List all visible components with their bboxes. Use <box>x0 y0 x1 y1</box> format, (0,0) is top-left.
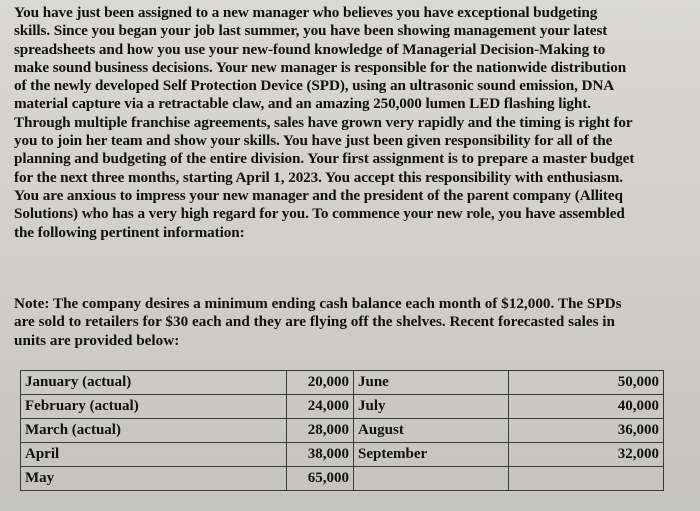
intro-paragraph <box>14 4 694 242</box>
paragraph-line: Through multiple franchise agreements, sales have grown very rapidly and the timing is right for <box>14 113 633 131</box>
paragraph-line: skills. Since you began your job last summer, you have been showing management your latest <box>14 22 608 40</box>
units-cell: 38,000 <box>287 443 354 467</box>
paragraph-line: You have just been assigned to a new manager who believes you have exceptional budgeting <box>14 4 598 21</box>
note-paragraph <box>14 295 694 350</box>
sales-forecast-table <box>20 370 664 491</box>
paragraph-line: make sound business decisions. Your new manager is responsible for the nationwide distribution <box>14 58 627 76</box>
month-cell: February (actual) <box>21 395 287 419</box>
paragraph-line: spreadsheets and how you use your new-found knowledge of Managerial Decision-Making to <box>14 40 606 58</box>
paragraph-line: Solutions) who has a very high regard for you. To commence your new role, you have assembled <box>14 205 625 223</box>
month-cell: July <box>354 395 509 419</box>
table-row <box>21 395 664 419</box>
units-cell: 28,000 <box>287 419 354 443</box>
units-cell: 20,000 <box>287 371 354 395</box>
units-cell: 50,000 <box>509 371 664 395</box>
month-cell: August <box>354 419 509 443</box>
month-cell: May <box>21 467 287 491</box>
paragraph-line: planning and budgeting of the entire division. Your first assignment is to prepare a master budget <box>14 150 635 168</box>
month-cell <box>354 467 509 491</box>
paragraph-line: the following pertinent information: <box>14 223 245 241</box>
note-line: Note: The company desires a minimum ending cash balance each month of $12,000. The SPDs <box>14 295 622 312</box>
units-cell: 24,000 <box>287 395 354 419</box>
units-cell: 32,000 <box>509 443 664 467</box>
month-cell: September <box>354 443 509 467</box>
units-cell: 65,000 <box>287 467 354 491</box>
units-cell: 40,000 <box>509 395 664 419</box>
month-cell: June <box>354 371 509 395</box>
table-row <box>21 371 664 395</box>
paragraph-line: material capture via a retractable claw, and an amazing 250,000 lumen LED flashing light. <box>14 95 591 113</box>
month-cell: April <box>21 443 287 467</box>
table-row <box>21 419 664 443</box>
units-cell: 36,000 <box>509 419 664 443</box>
note-line: are sold to retailers for $30 each and they are flying off the shelves. Recent forecasted sales in <box>14 313 615 331</box>
paragraph-line: You are anxious to impress your new manager and the president of the parent company (Alliteq <box>14 186 623 204</box>
month-cell: March (actual) <box>21 419 287 443</box>
note-line: units are provided below: <box>14 331 180 349</box>
units-cell <box>509 467 664 491</box>
month-cell: January (actual) <box>21 371 287 395</box>
table-row <box>21 443 664 467</box>
paragraph-line: of the newly developed Self Protection Device (SPD), using an ultrasonic sound emission, DNA <box>14 77 615 95</box>
paragraph-line: you to join her team and show your skills. You have just been given responsibility for all of the <box>14 132 613 150</box>
table-row <box>21 467 664 491</box>
paragraph-line: for the next three months, starting April 1, 2023. You accept this responsibility with enthusiasm. <box>14 168 623 186</box>
